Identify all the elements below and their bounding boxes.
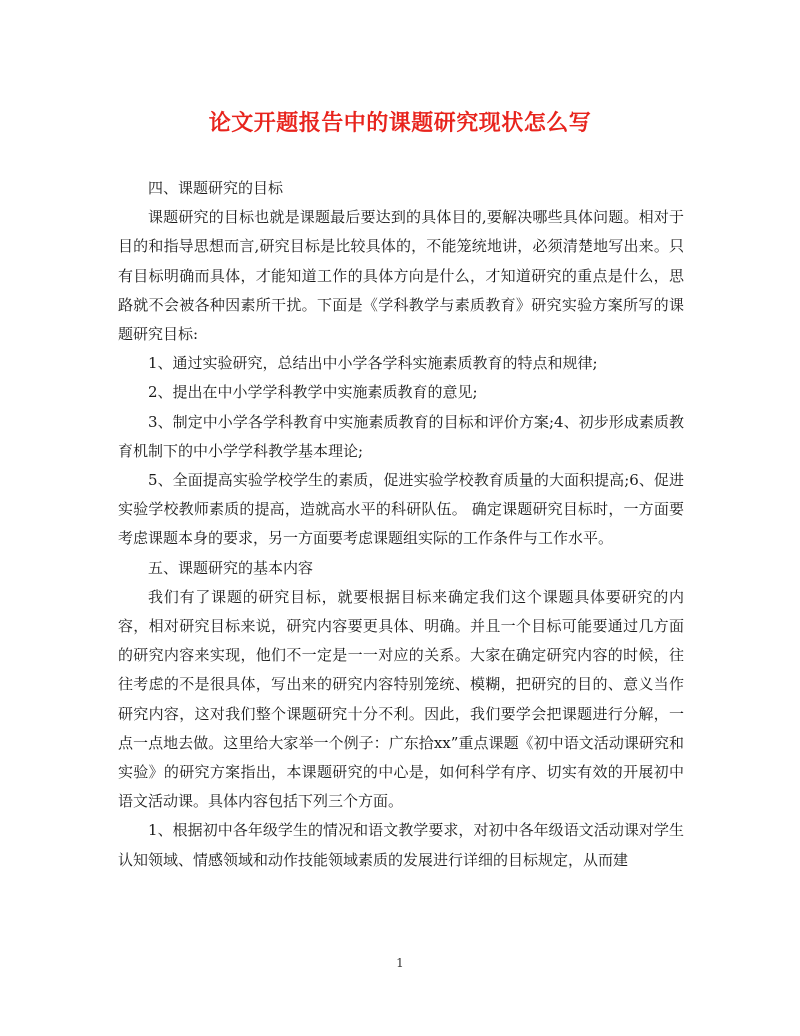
list-item-goal-3-4: 3、制定中小学各学科教育中实施素质教育的目标和评价方案;4、初步形成素质教育机制下的中小学学科教学基本理论; [118, 412, 684, 460]
section-heading-goals: 四、课题研究的目标 [148, 179, 284, 197]
list-item-goal-1: 1、通过实验研究，总结出中小学各学科实施素质教育的特点和规律; [148, 354, 598, 373]
list-item-goal-5-6: 5、全面提高实验学校学生的素质，促进实验学校教育质量的大面积提高;6、促进实验学校教师素质的提高，造就高水平的科研队伍。 确定课题研究目标时，一方面要考虑课题本身的要求，另一方面要考虑课题组实际的工作条件与工作水平。 [118, 471, 684, 548]
list-item-goal-2: 2、提出在中小学学科教学中实施素质教育的意见; [148, 383, 478, 402]
document-title: 论文开题报告中的课题研究现状怎么写 [208, 110, 592, 136]
paragraph-goals-intro: 课题研究的目标也就是课题最后要达到的具体目的,要解决哪些具体问题。相对于目的和指导思想而言,研究目标是比较具体的，不能笼统地讲，必须清楚地写出来。只有目标明确而具体，才能知道工作的具体方向是什么，才知道研究的重点是什么，思路就不会被各种因素所干扰。下面是《学科教学与素质教育》研究实验方案所写的课题研究目标: [118, 208, 684, 344]
paragraph-content-intro: 我们有了课题的研究目标，就要根据目标来确定我们这个课题具体要研究的内容，相对研究目标来说，研究内容要更具体、明确。并且一个目标可能要通过几方面的研究内容来实现，他们不一定是一一对应的关系。大家在确定研究内容的时候，往往考虑的不是很具体，写出来的研究内容特别笼统、模糊，把研究的目的、意义当作研究内容，这对我们整个课题研究十分不利。因此，我们要学会把课题进行分解，一点一点地去做。这里给大家举一个例子：广东拾xx”重点课题《初中语文活动课研究和实验》的研究方案指出，本课题研究的中心是，如何科学有序、切实有效的开展初中语文活动课。具体内容包括下列三个方面。 [118, 587, 684, 811]
section-heading-content: 五、课题研究的基本内容 [148, 558, 314, 577]
document-body [118, 174, 684, 875]
list-item-content-1: 1、根据初中各年级学生的情况和语文教学要求，对初中各年级语文活动课对学生认知领域、情感领域和动作技能领域素质的发展进行详细的目标规定，从而建 [118, 821, 684, 869]
page-number: 1 [396, 956, 404, 970]
